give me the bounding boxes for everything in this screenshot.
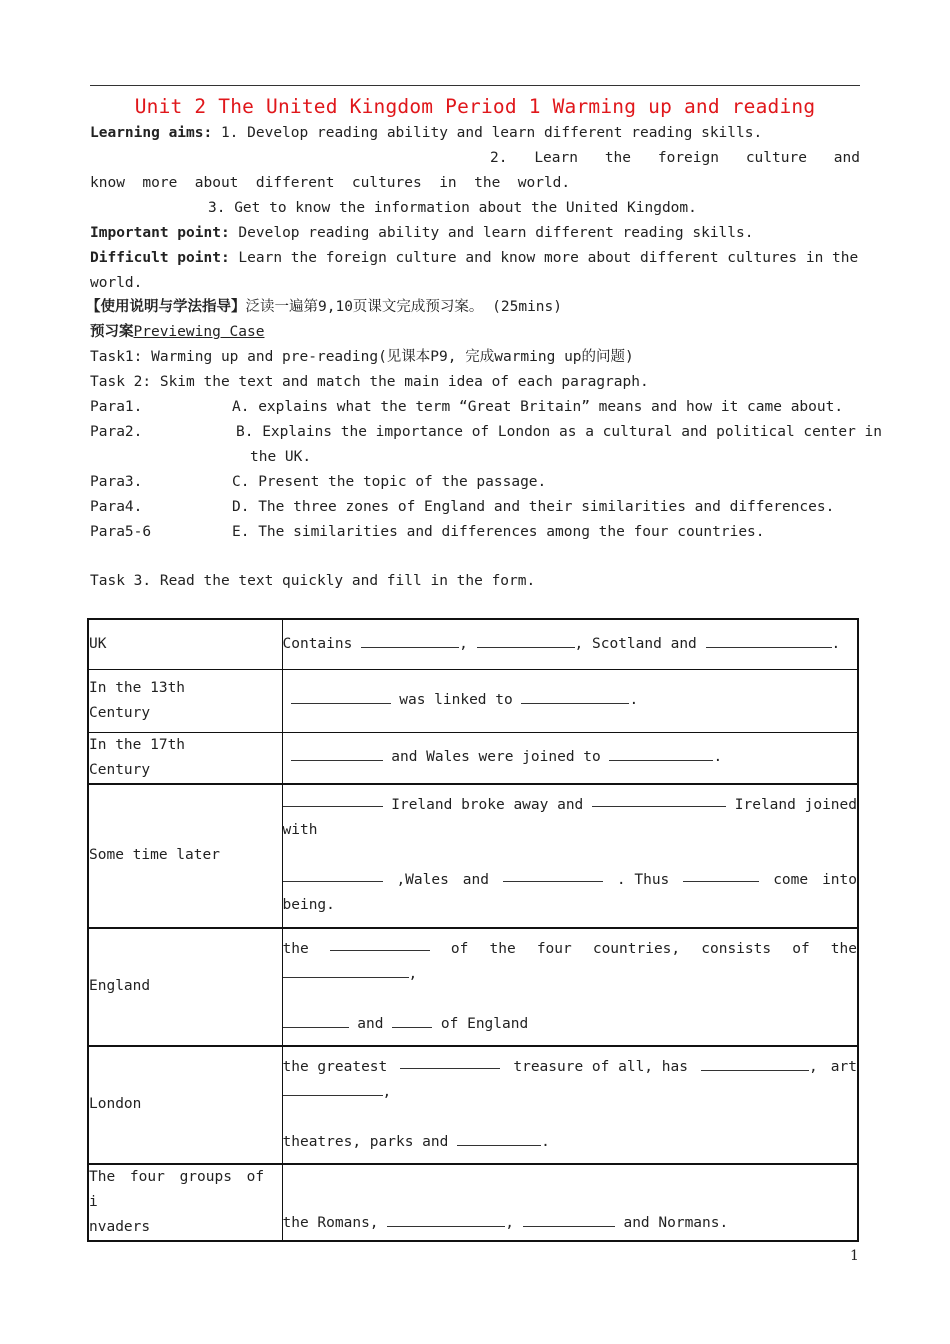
answer-blank[interactable] bbox=[457, 1132, 541, 1146]
aim2-word: 2. bbox=[490, 150, 508, 166]
table-row bbox=[88, 928, 858, 1046]
answer-blank[interactable] bbox=[283, 793, 383, 807]
cell-line bbox=[283, 793, 858, 818]
row-content bbox=[282, 619, 858, 669]
cell-text: Contains bbox=[282, 635, 353, 652]
cell-text: treasure of all, has bbox=[513, 1058, 688, 1075]
cell-text: and bbox=[462, 872, 489, 888]
cell-text: Ireland broke away and bbox=[391, 797, 584, 813]
cell-text: . bbox=[713, 749, 723, 765]
cell-text: the Romans, bbox=[282, 1214, 379, 1231]
answer-blank[interactable] bbox=[291, 690, 391, 704]
answer-blank[interactable] bbox=[706, 634, 832, 648]
row-label bbox=[88, 1164, 282, 1241]
cell-text: the bbox=[830, 940, 857, 957]
cell-text: come bbox=[773, 872, 809, 888]
cell-line bbox=[283, 1055, 858, 1080]
para-text-cont: the UK. bbox=[250, 449, 312, 465]
fill-in-table bbox=[87, 618, 859, 1242]
cell-line bbox=[283, 1130, 858, 1155]
para-label: Para2. bbox=[90, 424, 143, 440]
aim2-word: culture bbox=[745, 150, 807, 166]
instructions-text: 泛读一遍第9,10页课文完成预习案。 (25mins) bbox=[245, 299, 562, 315]
row-label bbox=[88, 669, 282, 732]
row-content bbox=[282, 732, 858, 784]
para-label: Para3. bbox=[90, 474, 143, 490]
answer-blank[interactable] bbox=[609, 747, 713, 761]
table-row bbox=[88, 619, 858, 669]
cell-line bbox=[283, 1012, 858, 1037]
page-number: 1 bbox=[850, 1248, 859, 1264]
difficult-point-label: Difficult point: bbox=[90, 250, 230, 266]
cell-line bbox=[283, 962, 858, 987]
cell-text: , bbox=[382, 1083, 392, 1100]
cell-text: into bbox=[822, 872, 857, 888]
england-label: England bbox=[89, 978, 151, 994]
cell-text: . bbox=[629, 692, 639, 708]
learning-aims-label: Learning aims: bbox=[90, 125, 213, 141]
cell-text: was linked to bbox=[399, 692, 513, 708]
cell-text: consists bbox=[701, 940, 772, 957]
para-text: B. Explains the importance of London as a cultural and political center in bbox=[236, 424, 883, 440]
table-row bbox=[88, 1164, 858, 1241]
aim2-word: the bbox=[604, 150, 632, 166]
page-title: Unit 2 The United Kingdom Period 1 Warming up and reading bbox=[134, 95, 816, 118]
answer-blank[interactable] bbox=[283, 964, 409, 978]
cell-text: , bbox=[459, 635, 468, 652]
cell-text: . Thus bbox=[616, 872, 670, 888]
answer-blank[interactable] bbox=[503, 868, 603, 882]
row-content bbox=[282, 784, 858, 928]
para-text: A. explains what the term “Great Britain” means and how it came about. bbox=[232, 399, 844, 415]
answer-blank[interactable] bbox=[683, 868, 759, 882]
difficult-point-cont: world. bbox=[90, 275, 143, 291]
learning-aim-1-text: 1. Develop reading ability and learn different reading skills. bbox=[220, 125, 763, 141]
important-point bbox=[90, 223, 860, 243]
answer-blank[interactable] bbox=[283, 868, 383, 882]
row-content bbox=[282, 669, 858, 732]
cell-text: with bbox=[282, 822, 318, 838]
cell-text: . bbox=[831, 635, 841, 652]
learning-aim-2-cont: know more about different cultures in the world. bbox=[90, 175, 571, 191]
aim2-word: Learn bbox=[534, 150, 578, 166]
previewing-label: 预习案 bbox=[90, 324, 134, 340]
para-text: C. Present the topic of the passage. bbox=[232, 474, 547, 490]
cell-text: of bbox=[792, 940, 810, 957]
instructions-label: 【使用说明与学法指导】 bbox=[86, 299, 246, 315]
london-label: London bbox=[89, 1096, 142, 1112]
learning-aim-1 bbox=[90, 123, 860, 143]
c17-label: In the 17th bbox=[89, 736, 186, 753]
row-content bbox=[282, 1164, 858, 1241]
cell-text: being. bbox=[282, 897, 335, 913]
cell-line bbox=[283, 868, 858, 893]
cell-line bbox=[283, 1080, 858, 1105]
cell-text: the bbox=[282, 940, 309, 957]
answer-blank[interactable] bbox=[283, 1082, 383, 1096]
cell-text: , bbox=[574, 635, 584, 652]
cell-text: and bbox=[357, 1015, 384, 1032]
answer-blank[interactable] bbox=[477, 634, 575, 648]
task2: Task 2: Skim the text and match the main idea of each paragraph. bbox=[90, 374, 649, 390]
para-label: Para1. bbox=[90, 399, 143, 415]
learning-aim-2 bbox=[490, 148, 860, 168]
answer-blank[interactable] bbox=[592, 793, 726, 807]
cell-text: , bbox=[408, 965, 418, 982]
invaders-label: The four groups of i bbox=[89, 1168, 265, 1210]
cell-text: art bbox=[830, 1058, 857, 1075]
cell-text: the bbox=[489, 940, 516, 957]
para-label: Para5-6 bbox=[90, 524, 152, 540]
cell-text: the greatest bbox=[282, 1058, 388, 1075]
cell-text: four bbox=[536, 940, 572, 957]
cell-text: . bbox=[541, 1133, 550, 1150]
cell-text: of England bbox=[440, 1015, 529, 1032]
cell-text: ,Wales bbox=[396, 872, 449, 888]
row-label bbox=[88, 784, 282, 928]
cell-text: , bbox=[809, 1058, 818, 1075]
cell-text: Scotland and bbox=[592, 635, 697, 652]
cell-text: countries, bbox=[592, 940, 681, 957]
aim2-word: and bbox=[833, 150, 860, 166]
answer-blank[interactable] bbox=[523, 1213, 615, 1227]
answer-blank[interactable] bbox=[361, 634, 459, 648]
later-label: Some time later bbox=[89, 847, 220, 863]
answer-blank[interactable] bbox=[330, 937, 430, 951]
row-label bbox=[88, 928, 282, 1046]
invaders-label: nvaders bbox=[89, 1218, 151, 1235]
cell-text: theatres, parks and bbox=[282, 1133, 449, 1150]
para-label: Para4. bbox=[90, 499, 143, 515]
answer-blank[interactable] bbox=[392, 1014, 432, 1028]
learning-aim-3: 3. Get to know the information about the United Kingdom. bbox=[208, 200, 697, 216]
c13-label: Century bbox=[89, 704, 151, 721]
row-label bbox=[88, 1046, 282, 1164]
uk-label: UK bbox=[89, 635, 107, 652]
cell-text: , bbox=[505, 1214, 514, 1231]
table-row bbox=[88, 1046, 858, 1164]
table-row bbox=[88, 732, 858, 784]
answer-blank[interactable] bbox=[701, 1057, 809, 1071]
para-text: E. The similarities and differences among the four countries. bbox=[232, 524, 765, 540]
answer-blank[interactable] bbox=[283, 1014, 349, 1028]
c13-label: In the 13th bbox=[89, 679, 186, 696]
important-point-label: Important point: bbox=[90, 225, 230, 241]
cell-line bbox=[283, 937, 858, 962]
answer-blank[interactable] bbox=[521, 690, 629, 704]
c17-label: Century bbox=[89, 761, 151, 778]
row-label bbox=[88, 619, 282, 669]
aim2-word: foreign bbox=[657, 150, 719, 166]
table-row bbox=[88, 669, 858, 732]
para-text: D. The three zones of England and their similarities and differences. bbox=[232, 499, 835, 515]
cell-text: and Wales were joined to bbox=[391, 749, 601, 765]
task1: Task1: Warming up and pre-reading(见课本P9, 完成warming up的问题) bbox=[90, 349, 634, 365]
previewing-en: Previewing Case bbox=[133, 324, 265, 340]
cell-text: of bbox=[450, 940, 469, 957]
difficult-point-text: Learn the foreign culture and know more about different cultures in the bbox=[238, 250, 859, 266]
answer-blank[interactable] bbox=[400, 1055, 500, 1069]
cell-text: Ireland joined bbox=[734, 797, 857, 813]
cell-text: and Normans. bbox=[623, 1214, 729, 1231]
instructions bbox=[86, 297, 860, 317]
previewing-case bbox=[90, 322, 860, 342]
header-rule bbox=[90, 85, 860, 86]
row-content bbox=[282, 1046, 858, 1164]
table-row bbox=[88, 784, 858, 928]
row-content bbox=[282, 928, 858, 1046]
difficult-point bbox=[90, 248, 860, 268]
answer-blank[interactable] bbox=[387, 1213, 505, 1227]
task3: Task 3. Read the text quickly and fill in the form. bbox=[90, 573, 536, 589]
important-point-text: Develop reading ability and learn different reading skills. bbox=[238, 225, 754, 241]
answer-blank[interactable] bbox=[291, 747, 383, 761]
row-label bbox=[88, 732, 282, 784]
